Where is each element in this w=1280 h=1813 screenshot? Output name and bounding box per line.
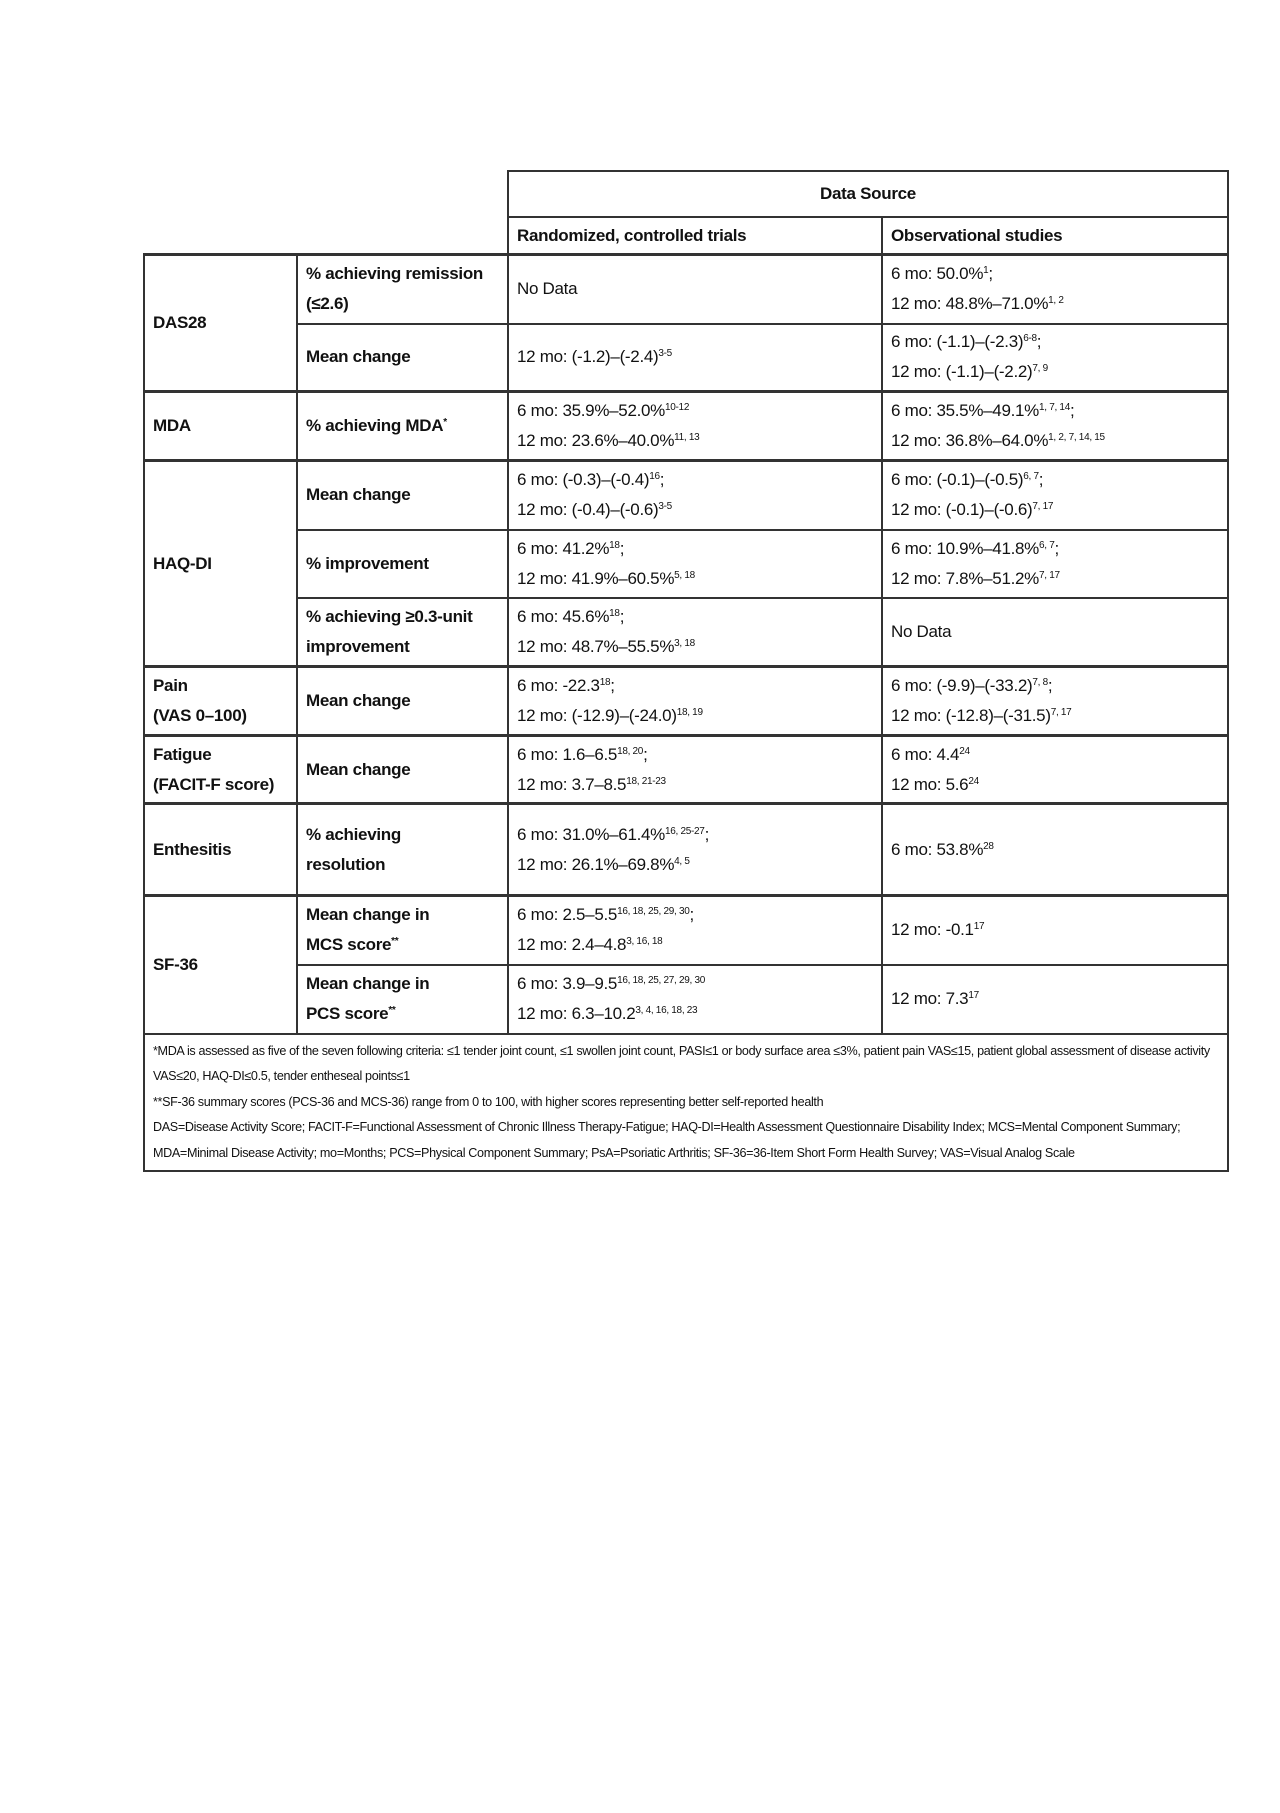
footnote: DAS=Disease Activity Score; FACIT-F=Functional Assessment of Chronic Illness Therapy-Fatigue; HAQ-DI=Health Assessment Questionnaire Disability Index; MCS=Mental Component Summary; MDA=Minimal Disease Activity; mo=Months; PCS=Physical Component Summary; PsA=Psoriatic Arthritis; SF-36=36-Item Short Form Health Survey; VAS=Visual Analog Scale — [153, 1120, 1181, 1160]
measure-line — [306, 342, 499, 372]
reference-superscript: 7, 8 — [1032, 677, 1048, 688]
reference-superscript: 1 — [983, 265, 989, 277]
table-row — [144, 530, 1228, 598]
reference-superscript: 18 — [609, 607, 620, 619]
rct-text: 12 mo: 41.9%–60.5% — [517, 568, 675, 588]
obs-cell — [882, 598, 1228, 667]
obs-line — [891, 327, 1219, 357]
rct-line — [517, 465, 873, 495]
footnote: **SF-36 summary scores (PCS-36 and MCS-36) range from 0 to 100, with higher scores representing better self-reported health — [153, 1094, 824, 1109]
measure-cell — [297, 461, 508, 530]
reference-superscript: 1, 2, 7, 14, 15 — [1048, 432, 1105, 443]
measure-text: Mean change — [306, 485, 411, 505]
rct-text: 12 mo: (-0.4)–(-0.6) — [517, 500, 659, 520]
obs-cell — [882, 392, 1228, 461]
outcome-group — [144, 804, 297, 896]
reference-superscript: 6, 7 — [1023, 471, 1039, 483]
measure-line — [306, 820, 499, 850]
table-row — [144, 324, 1228, 392]
rct-text: 12 mo: 3.7–8.5 — [517, 774, 627, 794]
measure-cell — [297, 736, 508, 804]
reference-superscript: 17 — [968, 990, 979, 1001]
measure-text: (≤2.6) — [306, 294, 349, 314]
reference-superscript: 10-12 — [665, 402, 690, 413]
data-source-header: Data Source — [508, 171, 1228, 217]
rct-cell — [508, 461, 882, 530]
obs-cell — [882, 736, 1228, 804]
measure-line — [306, 999, 499, 1029]
rct-text: 6 mo: 35.9%–52.0% — [517, 401, 665, 420]
rct-header: Randomized, controlled trials — [508, 217, 882, 255]
rct-text: 6 mo: 45.6% — [517, 606, 610, 626]
rct-text: 6 mo: 41.2% — [517, 538, 610, 558]
outcome-group-label: SF-36 — [153, 954, 198, 974]
rct-line — [517, 426, 873, 456]
rct-punct: ; — [704, 824, 709, 844]
measure-text: PCS score — [306, 1004, 389, 1023]
rct-line — [517, 602, 873, 632]
table-row — [144, 896, 1228, 965]
measure-cell — [297, 598, 508, 667]
obs-text: 6 mo: (-1.1)–(-2.3) — [891, 332, 1024, 352]
table-row — [144, 598, 1228, 667]
obs-cell — [882, 667, 1228, 736]
obs-line — [891, 495, 1219, 525]
obs-line — [891, 534, 1219, 564]
outcome-group — [144, 667, 297, 736]
obs-line — [891, 617, 1219, 647]
rct-text: 6 mo: 3.9–9.5 — [517, 974, 618, 993]
outcome-group-label: DAS28 — [153, 313, 207, 332]
obs-text: 12 mo: 7.3 — [891, 989, 969, 1008]
measure-text: resolution — [306, 854, 386, 874]
obs-text: 6 mo: (-0.1)–(-0.5) — [891, 470, 1024, 490]
obs-text: 12 mo: (-12.8)–(-31.5) — [891, 706, 1051, 725]
measure-cell — [297, 896, 508, 965]
measure-line — [306, 480, 499, 510]
reference-superscript: 24 — [959, 745, 970, 757]
obs-header: Observational studies — [882, 217, 1228, 255]
obs-cell — [882, 255, 1228, 324]
outcome-group — [144, 255, 297, 392]
rct-line — [517, 900, 873, 930]
rct-text: 6 mo: -22.3 — [517, 676, 600, 695]
table-row — [144, 667, 1228, 736]
table-row — [144, 392, 1228, 461]
reference-superscript: 16, 18, 25, 29, 30 — [617, 906, 690, 918]
obs-text: 6 mo: 10.9%–41.8% — [891, 538, 1039, 558]
reference-superscript: 3, 18 — [674, 637, 695, 649]
rct-cell — [508, 965, 882, 1034]
rct-text: 6 mo: 1.6–6.5 — [517, 744, 618, 764]
obs-text: 6 mo: 50.0% — [891, 264, 984, 284]
measure-cell — [297, 965, 508, 1034]
obs-line — [891, 259, 1219, 289]
reference-superscript: 3, 16, 18 — [626, 936, 663, 948]
measure-line — [306, 549, 499, 579]
measure-text: MCS score — [306, 935, 392, 955]
outcome-group-label: HAQ-DI — [153, 553, 212, 573]
measure-cell — [297, 392, 508, 461]
obs-text: 12 mo: 48.8%–71.0% — [891, 294, 1049, 314]
rct-line — [517, 850, 873, 880]
rct-text: 6 mo: 2.5–5.5 — [517, 905, 618, 925]
obs-text: 6 mo: 35.5%–49.1% — [891, 401, 1039, 420]
reference-superscript: 7, 17 — [1039, 569, 1060, 581]
obs-text: 12 mo: (-0.1)–(-0.6) — [891, 500, 1033, 520]
outcome-group-label: Fatigue — [153, 744, 212, 764]
reference-superscript: 18 — [599, 677, 611, 688]
obs-line — [891, 426, 1219, 456]
outcome-group — [144, 736, 297, 804]
measure-line — [306, 411, 499, 441]
reference-superscript: 28 — [983, 840, 994, 852]
reference-superscript: 16 — [649, 471, 660, 483]
measure-cell — [297, 667, 508, 736]
reference-superscript: 17 — [973, 921, 985, 933]
measure-line — [306, 930, 499, 960]
rct-line — [517, 534, 873, 564]
outcome-group-label: MDA — [153, 416, 191, 435]
rct-line — [517, 632, 873, 662]
measure-text: improvement — [306, 636, 410, 656]
obs-line — [891, 915, 1219, 945]
measure-text: Mean change in — [306, 974, 430, 993]
outcomes-table — [143, 170, 1229, 1172]
obs-cell — [882, 461, 1228, 530]
measure-cell — [297, 804, 508, 896]
obs-text: No Data — [891, 621, 952, 641]
reference-superscript: 6-8 — [1023, 333, 1037, 345]
rct-punct: ; — [643, 744, 648, 764]
rct-text: 12 mo: 48.7%–55.5% — [517, 636, 675, 656]
measure-text: Mean change — [306, 759, 411, 779]
outcome-group-label: Pain — [153, 676, 188, 695]
measure-line — [306, 969, 499, 999]
rct-line — [517, 820, 873, 850]
obs-text: 12 mo: (-1.1)–(-2.2) — [891, 362, 1033, 382]
measure-text: Mean change — [306, 347, 411, 367]
obs-line — [891, 396, 1219, 426]
rct-text: 6 mo: 31.0%–61.4% — [517, 824, 665, 844]
rct-cell — [508, 392, 882, 461]
obs-text: 12 mo: 5.6 — [891, 774, 969, 794]
measure-text: % achieving remission — [306, 264, 483, 284]
rct-punct: ; — [619, 538, 625, 558]
rct-line — [517, 671, 873, 701]
table-row — [144, 965, 1228, 1034]
obs-punct: ; — [1069, 401, 1075, 420]
rct-line — [517, 999, 873, 1029]
measure-text: % improvement — [306, 553, 429, 573]
obs-cell — [882, 965, 1228, 1034]
measure-line — [306, 289, 499, 319]
footnote: *MDA is assessed as five of the seven following criteria: ≤1 tender joint count, ≤1 swollen joint count, PASI≤1 or body surface area ≤3%, patient pain VAS≤15, patient global assessment of disease activity VAS≤20, HAQ-DI≤0.5, tender entheseal points≤1 — [153, 1043, 1210, 1083]
obs-text: 6 mo: 4.4 — [891, 744, 960, 764]
reference-superscript: 3-5 — [658, 348, 672, 360]
reference-superscript: 11, 13 — [674, 432, 700, 443]
rct-text: 12 mo: (-1.2)–(-2.4) — [517, 347, 659, 367]
reference-superscript: 3-5 — [658, 501, 672, 513]
rct-line — [517, 701, 873, 731]
rct-punct: ; — [659, 470, 665, 490]
table-row — [144, 255, 1228, 324]
measure-line — [306, 850, 499, 880]
rct-punct: ; — [610, 676, 615, 695]
rct-text: 12 mo: 2.4–4.8 — [517, 935, 627, 955]
reference-superscript: ** — [391, 936, 399, 948]
rct-line — [517, 274, 873, 304]
obs-punct: ; — [1036, 332, 1042, 352]
obs-punct: ; — [1038, 470, 1044, 490]
obs-line — [891, 701, 1219, 731]
reference-superscript: 18, 20 — [617, 745, 644, 757]
measure-text: % achieving ≥0.3-unit — [306, 606, 473, 626]
reference-superscript: 18, 19 — [676, 707, 703, 718]
obs-text: 12 mo: 36.8%–64.0% — [891, 431, 1049, 450]
reference-superscript: 7, 17 — [1032, 501, 1054, 513]
obs-line — [891, 465, 1219, 495]
rct-cell — [508, 530, 882, 598]
measure-cell — [297, 530, 508, 598]
rct-line — [517, 740, 873, 770]
reference-superscript: 7, 9 — [1032, 363, 1048, 375]
outcome-group — [144, 461, 297, 667]
outcome-group — [144, 896, 297, 1034]
obs-line — [891, 740, 1219, 770]
obs-text: 12 mo: 7.8%–51.2% — [891, 568, 1039, 588]
header-row-sources — [144, 217, 1228, 255]
measure-line — [306, 755, 499, 785]
reference-superscript: 3, 4, 16, 18, 23 — [635, 1005, 698, 1016]
obs-line — [891, 984, 1219, 1014]
reference-superscript: * — [443, 417, 447, 428]
reference-superscript: 16, 18, 25, 27, 29, 30 — [617, 975, 705, 986]
rct-line — [517, 930, 873, 960]
obs-line — [891, 770, 1219, 800]
reference-superscript: 24 — [968, 775, 979, 787]
rct-cell — [508, 324, 882, 392]
rct-cell — [508, 255, 882, 324]
outcome-group — [144, 392, 297, 461]
rct-text: 12 mo: 6.3–10.2 — [517, 1004, 636, 1023]
reference-superscript: 18, 21-23 — [626, 775, 666, 787]
footnotes — [144, 1034, 1228, 1172]
rct-line — [517, 564, 873, 594]
obs-line — [891, 671, 1219, 701]
obs-line — [891, 564, 1219, 594]
reference-superscript: 18 — [609, 539, 620, 551]
obs-text: 6 mo: 53.8% — [891, 839, 984, 859]
measure-line — [306, 686, 499, 716]
outcome-group-label: (FACIT-F score) — [153, 774, 275, 794]
reference-superscript: 5, 18 — [674, 569, 695, 581]
measure-cell — [297, 255, 508, 324]
rct-cell — [508, 667, 882, 736]
rct-line — [517, 396, 873, 426]
rct-text: 6 mo: (-0.3)–(-0.4) — [517, 470, 650, 490]
reference-superscript: ** — [388, 1005, 396, 1016]
rct-line — [517, 770, 873, 800]
rct-text: No Data — [517, 279, 578, 299]
measure-line — [306, 259, 499, 289]
reference-superscript: 7, 17 — [1050, 707, 1072, 718]
measure-cell — [297, 324, 508, 392]
measure-text: % achieving MDA — [306, 416, 444, 435]
measure-text: % achieving — [306, 824, 401, 844]
rct-cell — [508, 804, 882, 896]
obs-cell — [882, 804, 1228, 896]
rct-cell — [508, 736, 882, 804]
obs-cell — [882, 896, 1228, 965]
reference-superscript: 4, 5 — [674, 855, 690, 867]
rct-cell — [508, 896, 882, 965]
reference-superscript: 16, 25-27 — [665, 825, 705, 837]
table-row — [144, 804, 1228, 896]
obs-text: 12 mo: -0.1 — [891, 920, 974, 940]
measure-text: Mean change in — [306, 905, 430, 925]
obs-punct: ; — [1054, 538, 1059, 558]
obs-line — [891, 835, 1219, 865]
rct-punct: ; — [619, 606, 625, 626]
measure-line — [306, 632, 499, 662]
obs-punct: ; — [1047, 676, 1053, 695]
measure-text: Mean change — [306, 691, 411, 710]
rct-text: 12 mo: 23.6%–40.0% — [517, 431, 675, 450]
obs-cell — [882, 324, 1228, 392]
obs-cell — [882, 530, 1228, 598]
rct-punct: ; — [689, 905, 694, 925]
header-row-data-source — [144, 171, 1228, 217]
measure-line — [306, 900, 499, 930]
measure-line — [306, 602, 499, 632]
table-row — [144, 461, 1228, 530]
obs-text: 6 mo: (-9.9)–(-33.2) — [891, 676, 1033, 695]
rct-text: 12 mo: (-12.9)–(-24.0) — [517, 706, 677, 725]
rct-line — [517, 495, 873, 525]
footnote-row — [144, 1034, 1228, 1172]
rct-cell — [508, 598, 882, 667]
outcome-group-label: Enthesitis — [153, 839, 232, 859]
rct-line — [517, 342, 873, 372]
obs-line — [891, 289, 1219, 319]
reference-superscript: 1, 2 — [1048, 295, 1064, 307]
rct-line — [517, 969, 873, 999]
obs-line — [891, 357, 1219, 387]
outcome-group-label: (VAS 0–100) — [153, 706, 247, 725]
reference-superscript: 6, 7 — [1039, 539, 1055, 551]
table-row — [144, 736, 1228, 804]
reference-superscript: 1, 7, 14 — [1039, 402, 1070, 413]
rct-text: 12 mo: 26.1%–69.8% — [517, 854, 675, 874]
obs-punct: ; — [988, 264, 993, 284]
